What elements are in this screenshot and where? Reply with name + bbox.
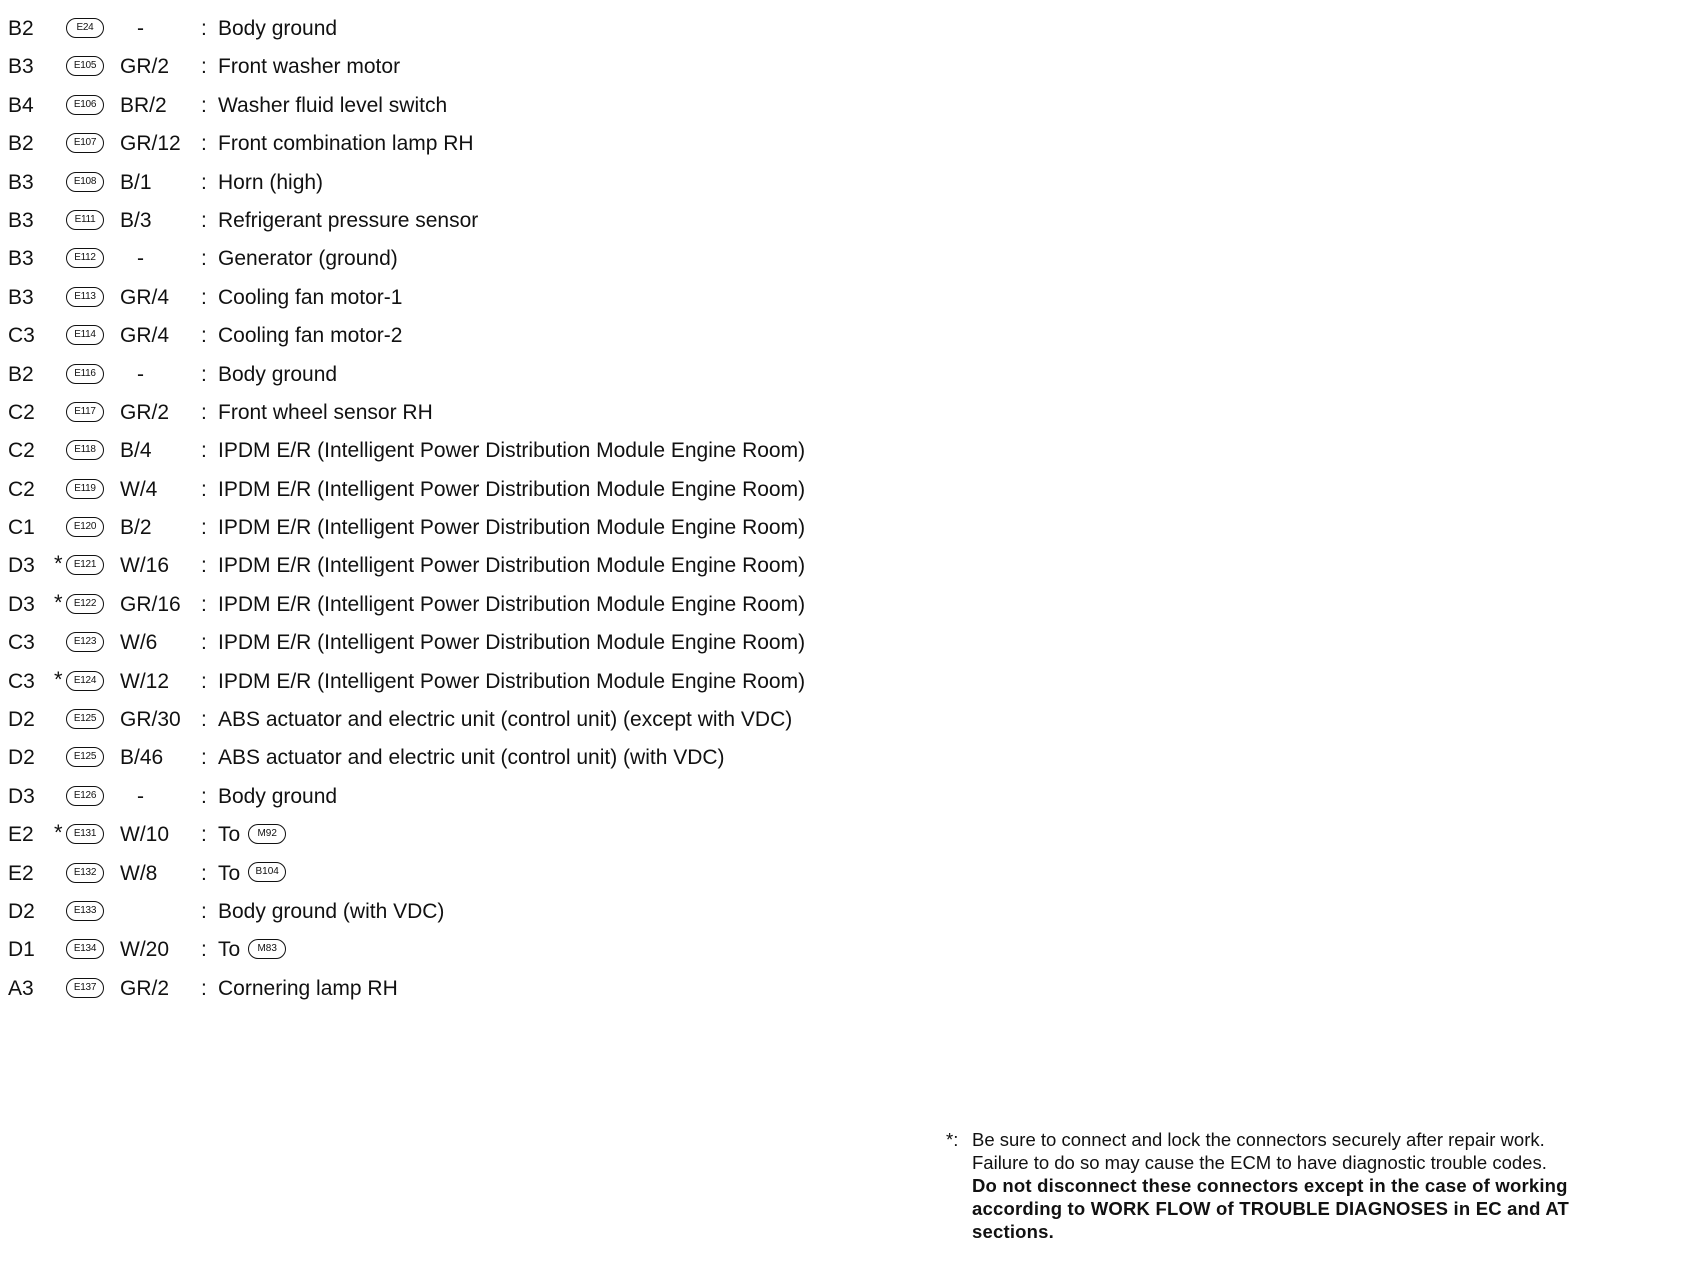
connector-row-e114 bbox=[8, 317, 888, 355]
colon-separator: : bbox=[201, 247, 207, 271]
connector-description bbox=[218, 164, 323, 202]
connector-row-e133 bbox=[8, 893, 888, 931]
colon-separator: : bbox=[201, 631, 207, 655]
colon-separator: : bbox=[201, 708, 207, 732]
asterisk-mark: * bbox=[54, 666, 63, 692]
colon-separator: : bbox=[201, 746, 207, 770]
grid-reference: D3 bbox=[8, 592, 35, 616]
grid-reference: B3 bbox=[8, 170, 34, 194]
connector-description bbox=[218, 586, 805, 624]
footnote-body bbox=[972, 1128, 1686, 1243]
connector-spec: GR/12 bbox=[120, 132, 181, 156]
description-text: IPDM E/R (Intelligent Power Distribution Module Engine Room) bbox=[218, 516, 806, 540]
description-text: Cooling fan motor-2 bbox=[218, 324, 403, 348]
description-text: Generator (ground) bbox=[218, 247, 398, 271]
connector-description bbox=[218, 87, 447, 125]
connector-description bbox=[218, 970, 398, 1008]
colon-separator: : bbox=[201, 285, 207, 309]
footnote-line: Be sure to connect and lock the connectors securely after repair work. bbox=[972, 1129, 1545, 1150]
description-text: Front washer motor bbox=[218, 55, 401, 79]
connector-list bbox=[8, 10, 888, 1008]
connector-description bbox=[218, 701, 792, 739]
grid-reference: C3 bbox=[8, 669, 35, 693]
connector-badge: E122 bbox=[66, 594, 104, 614]
connector-badge: E131 bbox=[66, 824, 104, 844]
connector-description bbox=[218, 202, 478, 240]
connector-row-e125 bbox=[8, 739, 888, 777]
target-connector-badge: M92 bbox=[248, 824, 286, 844]
connector-description bbox=[218, 739, 725, 777]
colon-separator: : bbox=[201, 976, 207, 1000]
description-text: To bbox=[218, 861, 241, 885]
connector-row-e111 bbox=[8, 202, 888, 240]
connector-badge: E112 bbox=[66, 248, 104, 268]
connector-spec: B/46 bbox=[120, 746, 164, 770]
colon-separator: : bbox=[201, 516, 207, 540]
connector-badge: E125 bbox=[66, 747, 104, 767]
connector-badge: E108 bbox=[66, 172, 104, 192]
grid-reference: E2 bbox=[8, 861, 34, 885]
footnote-line: Failure to do so may cause the ECM to have diagnostic trouble codes. bbox=[972, 1152, 1547, 1173]
connector-spec: W/6 bbox=[120, 631, 158, 655]
grid-reference: C1 bbox=[8, 516, 35, 540]
connector-row-e120 bbox=[8, 509, 888, 547]
grid-reference: B3 bbox=[8, 247, 34, 271]
connector-spec: GR/30 bbox=[120, 708, 181, 732]
description-text: IPDM E/R (Intelligent Power Distribution Module Engine Room) bbox=[218, 669, 806, 693]
connector-spec: GR/16 bbox=[120, 592, 181, 616]
connector-spec: B/3 bbox=[120, 208, 152, 232]
connector-description bbox=[218, 317, 402, 355]
connector-row-e125 bbox=[8, 701, 888, 739]
connector-badge: E120 bbox=[66, 517, 104, 537]
connector-badge: E118 bbox=[66, 440, 104, 460]
colon-separator: : bbox=[201, 669, 207, 693]
colon-separator: : bbox=[201, 55, 207, 79]
connector-description bbox=[218, 663, 805, 701]
connector-description bbox=[218, 394, 433, 432]
connector-badge: E111 bbox=[66, 210, 104, 230]
connector-description bbox=[218, 778, 337, 816]
connector-description bbox=[218, 855, 286, 893]
connector-spec: GR/4 bbox=[120, 324, 170, 348]
connector-description bbox=[218, 432, 805, 470]
grid-reference: A3 bbox=[8, 976, 34, 1000]
connector-badge: E107 bbox=[66, 133, 104, 153]
footnote bbox=[946, 1128, 1686, 1243]
connector-description bbox=[218, 10, 337, 48]
connector-row-e137 bbox=[8, 970, 888, 1008]
connector-row-e106 bbox=[8, 87, 888, 125]
connector-badge: E116 bbox=[66, 364, 104, 384]
colon-separator: : bbox=[201, 861, 207, 885]
connector-row-e121 bbox=[8, 547, 888, 585]
connector-badge: E123 bbox=[66, 632, 104, 652]
footnote-warning-line: Do not disconnect these connectors except in the case of working bbox=[972, 1175, 1568, 1196]
connector-badge: E125 bbox=[66, 709, 104, 729]
connector-spec: BR/2 bbox=[120, 93, 167, 117]
connector-row-e113 bbox=[8, 279, 888, 317]
colon-separator: : bbox=[201, 477, 207, 501]
target-connector-badge: M83 bbox=[248, 939, 286, 959]
connector-row-e112 bbox=[8, 240, 888, 278]
description-text: IPDM E/R (Intelligent Power Distribution Module Engine Room) bbox=[218, 592, 806, 616]
description-text: Front combination lamp RH bbox=[218, 132, 474, 156]
description-text: Body ground (with VDC) bbox=[218, 899, 445, 923]
description-text: Body ground bbox=[218, 17, 338, 40]
description-text: Body ground bbox=[218, 362, 338, 386]
description-text: Cooling fan motor-1 bbox=[218, 285, 403, 309]
colon-separator: : bbox=[201, 400, 207, 424]
connector-spec: B/2 bbox=[120, 516, 152, 540]
connector-row-e108 bbox=[8, 164, 888, 202]
connector-spec: W/20 bbox=[120, 938, 170, 962]
colon-separator: : bbox=[201, 554, 207, 578]
connector-spec: W/4 bbox=[120, 477, 158, 501]
connector-row-e117 bbox=[8, 394, 888, 432]
grid-reference: B3 bbox=[8, 285, 34, 309]
connector-row-e105 bbox=[8, 48, 888, 86]
description-text: IPDM E/R (Intelligent Power Distribution Module Engine Room) bbox=[218, 554, 806, 578]
asterisk-mark: * bbox=[54, 551, 63, 577]
grid-reference: D2 bbox=[8, 746, 35, 770]
connector-description bbox=[218, 356, 337, 394]
connector-badge: E117 bbox=[66, 402, 104, 422]
connector-spec: GR/2 bbox=[120, 55, 170, 79]
connector-row-e116 bbox=[8, 356, 888, 394]
description-text: IPDM E/R (Intelligent Power Distribution Module Engine Room) bbox=[218, 477, 806, 501]
colon-separator: : bbox=[201, 938, 207, 962]
connector-spec: GR/2 bbox=[120, 400, 170, 424]
connector-row-e119 bbox=[8, 471, 888, 509]
grid-reference: D3 bbox=[8, 784, 35, 808]
description-text: ABS actuator and electric unit (control unit) (with VDC) bbox=[218, 746, 725, 770]
grid-reference: C2 bbox=[8, 477, 35, 501]
description-text: IPDM E/R (Intelligent Power Distribution Module Engine Room) bbox=[218, 631, 806, 655]
description-text: Front wheel sensor RH bbox=[218, 400, 433, 424]
connector-badge: E126 bbox=[66, 786, 104, 806]
description-text: Horn (high) bbox=[218, 170, 324, 194]
connector-badge: E113 bbox=[66, 287, 104, 307]
connector-description bbox=[218, 816, 286, 854]
grid-reference: B2 bbox=[8, 362, 34, 386]
grid-reference: D1 bbox=[8, 938, 35, 962]
connector-spec: - bbox=[137, 784, 144, 808]
connector-description bbox=[218, 931, 286, 969]
colon-separator: : bbox=[201, 899, 207, 923]
connector-description bbox=[218, 48, 400, 86]
connector-badge: E124 bbox=[66, 671, 104, 691]
colon-separator: : bbox=[201, 170, 207, 194]
connector-badge: E121 bbox=[66, 555, 104, 575]
connector-spec: W/12 bbox=[120, 669, 170, 693]
connector-badge: E105 bbox=[66, 56, 104, 76]
colon-separator: : bbox=[201, 592, 207, 616]
colon-separator: : bbox=[201, 324, 207, 348]
connector-badge: E24 bbox=[66, 18, 104, 38]
grid-reference: B2 bbox=[8, 17, 34, 40]
grid-reference: B2 bbox=[8, 132, 34, 156]
connector-spec: W/8 bbox=[120, 861, 158, 885]
connector-spec: W/10 bbox=[120, 823, 170, 847]
description-text: Refrigerant pressure sensor bbox=[218, 208, 479, 232]
grid-reference: E2 bbox=[8, 823, 34, 847]
description-text: Cornering lamp RH bbox=[218, 976, 398, 1000]
connector-spec: - bbox=[137, 362, 144, 386]
grid-reference: B4 bbox=[8, 93, 34, 117]
connector-row-e24 bbox=[8, 10, 888, 48]
grid-reference: D3 bbox=[8, 554, 35, 578]
connector-description bbox=[218, 471, 805, 509]
connector-spec: B/1 bbox=[120, 170, 152, 194]
connector-row-e126 bbox=[8, 778, 888, 816]
connector-row-e107 bbox=[8, 125, 888, 163]
colon-separator: : bbox=[201, 132, 207, 156]
connector-description bbox=[218, 509, 805, 547]
grid-reference: B3 bbox=[8, 55, 34, 79]
grid-reference: D2 bbox=[8, 899, 35, 923]
grid-reference: C2 bbox=[8, 400, 35, 424]
grid-reference: D2 bbox=[8, 708, 35, 732]
connector-row-e124 bbox=[8, 663, 888, 701]
connector-spec: GR/4 bbox=[120, 285, 170, 309]
description-text: To bbox=[218, 938, 241, 962]
description-text: Washer fluid level switch bbox=[218, 93, 448, 117]
grid-reference: C3 bbox=[8, 324, 35, 348]
connector-spec: B/4 bbox=[120, 439, 152, 463]
footnote-warning-line: according to WORK FLOW of TROUBLE DIAGNOSES in EC and AT bbox=[972, 1198, 1570, 1219]
connector-badge: E106 bbox=[66, 95, 104, 115]
asterisk-mark: * bbox=[54, 589, 63, 615]
colon-separator: : bbox=[201, 362, 207, 386]
connector-badge: E114 bbox=[66, 325, 104, 345]
footnote-warning-line: sections. bbox=[972, 1221, 1054, 1242]
connector-spec: - bbox=[137, 247, 144, 271]
connector-row-e122 bbox=[8, 586, 888, 624]
colon-separator: : bbox=[201, 439, 207, 463]
connector-description bbox=[218, 624, 805, 662]
connector-badge: E132 bbox=[66, 863, 104, 883]
colon-separator: : bbox=[201, 17, 207, 40]
target-connector-badge: B104 bbox=[248, 862, 286, 882]
connector-row-e132 bbox=[8, 855, 888, 893]
description-text: IPDM E/R (Intelligent Power Distribution Module Engine Room) bbox=[218, 439, 806, 463]
description-text: To bbox=[218, 823, 241, 847]
connector-description bbox=[218, 125, 474, 163]
asterisk-mark: * bbox=[54, 820, 63, 846]
connector-row-e118 bbox=[8, 432, 888, 470]
footnote-mark: *: bbox=[946, 1129, 959, 1150]
grid-reference: C3 bbox=[8, 631, 35, 655]
connector-description bbox=[218, 547, 805, 585]
connector-description bbox=[218, 893, 444, 931]
description-text: ABS actuator and electric unit (control unit) (except with VDC) bbox=[218, 708, 793, 732]
grid-reference: B3 bbox=[8, 208, 34, 232]
colon-separator: : bbox=[201, 208, 207, 232]
connector-spec: W/16 bbox=[120, 554, 170, 578]
connector-spec: GR/2 bbox=[120, 976, 170, 1000]
connector-description bbox=[218, 279, 402, 317]
colon-separator: : bbox=[201, 784, 207, 808]
connector-spec: - bbox=[137, 17, 144, 40]
connector-badge: E133 bbox=[66, 901, 104, 921]
connector-row-e134 bbox=[8, 931, 888, 969]
connector-badge: E119 bbox=[66, 479, 104, 499]
connector-row-e131 bbox=[8, 816, 888, 854]
connector-badge: E134 bbox=[66, 939, 104, 959]
connector-badge: E137 bbox=[66, 978, 104, 998]
colon-separator: : bbox=[201, 823, 207, 847]
connector-row-e123 bbox=[8, 624, 888, 662]
grid-reference: C2 bbox=[8, 439, 35, 463]
connector-description bbox=[218, 240, 398, 278]
description-text: Body ground bbox=[218, 784, 338, 808]
colon-separator: : bbox=[201, 93, 207, 117]
